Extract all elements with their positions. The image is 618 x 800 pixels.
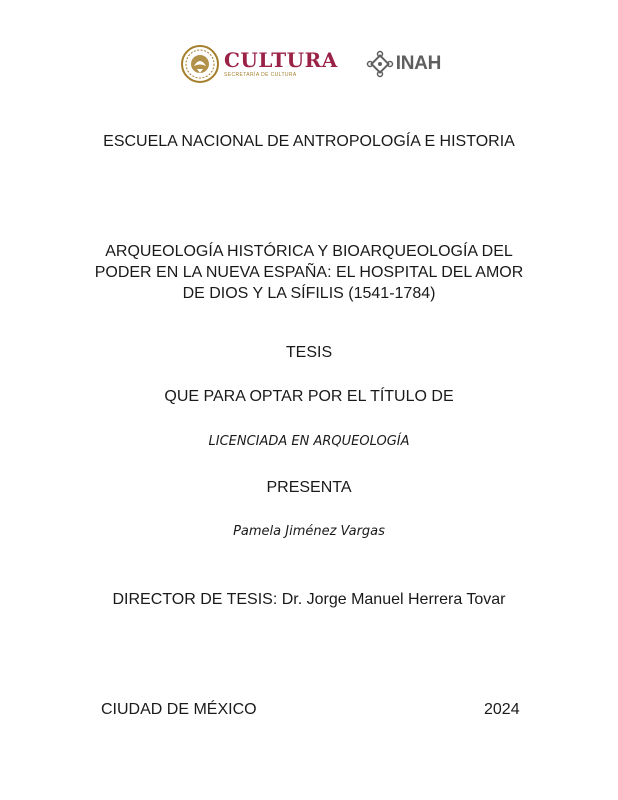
degree-intro: QUE PARA OPTAR POR EL TÍTULO DE [164, 388, 454, 405]
degree-name: LICENCIADA EN ARQUEOLOGÍA [208, 434, 410, 449]
inah-logo [366, 50, 441, 78]
header-logos [180, 44, 441, 84]
inah-emblem-icon [366, 50, 394, 78]
author-name: Pamela Jiménez Vargas [233, 524, 385, 539]
thesis-title-line-1: ARQUEOLOGÍA HISTÓRICA Y BIOARQUEOLOGÍA DEL [105, 243, 513, 260]
inah-wordmark: INAH [395, 53, 442, 74]
thesis-label: TESIS [285, 344, 333, 361]
thesis-title-line-3: DE DIOS Y LA SÍFILIS (1541-1784) [182, 285, 436, 302]
place: CIUDAD DE MÉXICO [101, 701, 257, 718]
institution-name: ESCUELA NACIONAL DE ANTROPOLOGÍA E HISTORIA [103, 133, 515, 150]
cultura-subtitle: SECRETARÍA DE CULTURA [224, 72, 297, 78]
thesis-director: DIRECTOR DE TESIS: Dr. Jorge Manuel Herrera Tovar [112, 591, 506, 608]
mexico-seal-icon [180, 44, 220, 84]
presents-label: PRESENTA [266, 479, 352, 496]
cultura-logo [180, 44, 338, 84]
cultura-wordmark: CULTURA [224, 48, 338, 72]
thesis-title-line-2: PODER EN LA NUEVA ESPAÑA: EL HOSPITAL DEL AMOR [94, 264, 524, 281]
year: 2024 [484, 701, 520, 718]
